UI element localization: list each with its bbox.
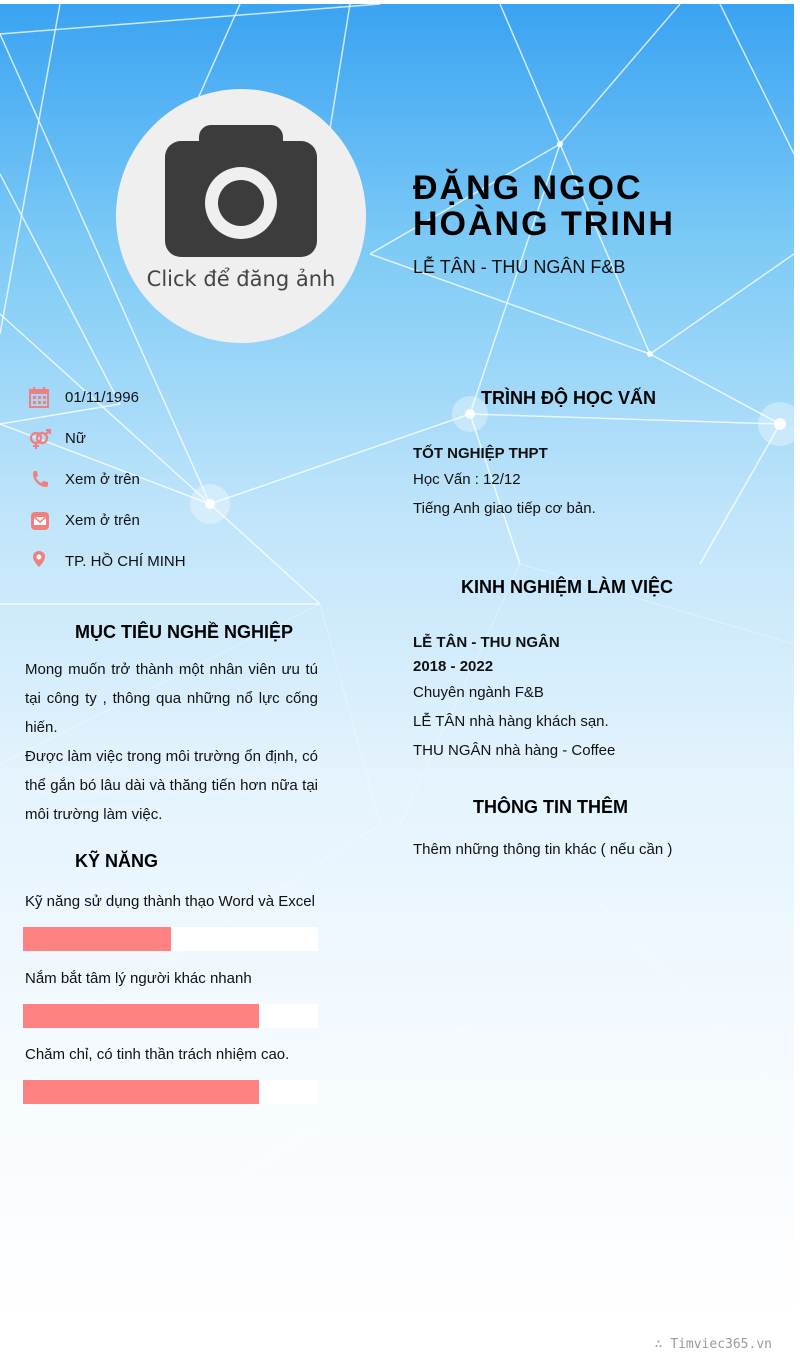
calendar-icon (28, 386, 52, 410)
skills-title: KỸ NĂNG (75, 851, 159, 871)
skill-label: Nắm bắt tâm lý người khác nhanh (25, 970, 252, 987)
education-line: Tiếng Anh giao tiếp cơ bản. (413, 500, 596, 517)
email-text: Xem ở trên (65, 512, 140, 529)
avatar-upload[interactable] (116, 89, 366, 343)
experience-period: 2018 - 2022 (413, 658, 494, 675)
skill-level-fill (23, 1004, 259, 1028)
job-title: LỄ TÂN - THU NGÂN F&B (413, 257, 626, 277)
skill-level-fill (23, 1080, 259, 1104)
career-goal-paragraph-2: Được làm việc trong môi trường ổn định, có thể gắn bó lâu dài và thăng tiến hơn nữa tại môi trường làm việc. (25, 748, 318, 823)
skill-level-bar (23, 1004, 318, 1028)
education-school: TỐT NGHIỆP THPT (413, 445, 548, 462)
career-goal-paragraph-1: Mong muốn trở thành một nhân viên ưu tú tại công ty , thông qua những nổ lực cống hiến. (25, 661, 318, 736)
experience-line: Chuyên ngành F&B (413, 684, 544, 701)
avatar-upload-label: Click để đăng ảnh (146, 267, 336, 291)
phone-text: Xem ở trên (65, 471, 140, 488)
footer-watermark: ∴ Timviec365.vn (654, 1337, 772, 1352)
candidate-name: ĐẶNG NGỌC HOÀNG TRINH (413, 169, 675, 243)
skill-level-fill (23, 927, 171, 951)
phone-icon (28, 468, 52, 492)
birthdate-text: 01/11/1996 (65, 389, 139, 406)
skill-level-bar (23, 1080, 318, 1104)
experience-line: THU NGÂN nhà hàng - Coffee (413, 742, 616, 759)
camera-icon (165, 125, 317, 257)
cv-page (0, 4, 794, 1332)
experience-line: LỄ TÂN nhà hàng khách sạn. (413, 713, 609, 730)
extra-info-title: THÔNG TIN THÊM (473, 797, 628, 817)
education-title: TRÌNH ĐỘ HỌC VẤN (481, 388, 656, 408)
extra-info-text: Thêm những thông tin khác ( nếu cần ) (413, 841, 673, 858)
education-line: Học Vấn : 12/12 (413, 471, 521, 488)
skill-label: Kỹ năng sử dụng thành thạo Word và Excel (25, 893, 315, 910)
email-icon (28, 509, 52, 533)
experience-role: LỄ TÂN - THU NGÂN (413, 634, 560, 651)
career-goal-title: MỤC TIÊU NGHỀ NGHIỆP (75, 622, 294, 642)
experience-title: KINH NGHIỆM LÀM VIỆC (461, 577, 674, 597)
skill-level-bar (23, 927, 318, 951)
gender-icon (28, 427, 52, 451)
gender-text: Nữ (65, 430, 86, 447)
address-text: TP. HỒ CHÍ MINH (65, 553, 186, 570)
location-pin-icon (28, 550, 52, 574)
skill-label: Chăm chỉ, có tinh thần trách nhiệm cao. (25, 1046, 290, 1063)
